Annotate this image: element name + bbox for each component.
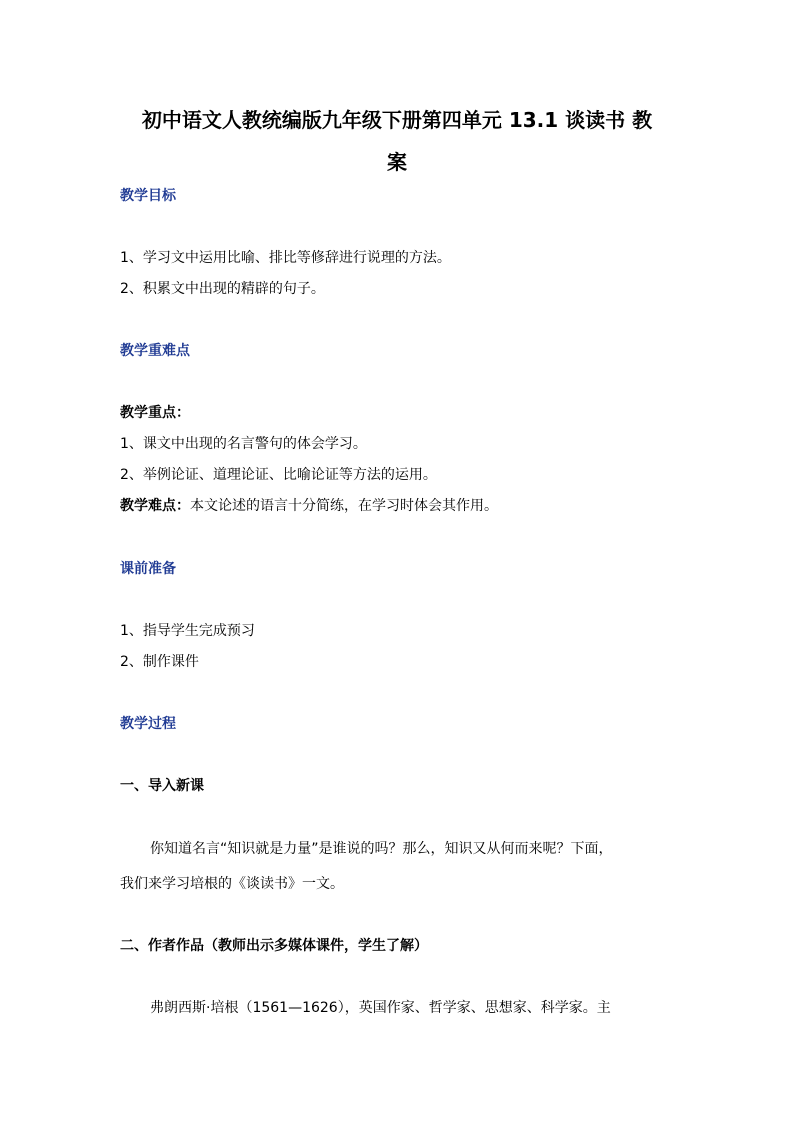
objective-item: 1、学习文中运用比喻、排比等修辞进行说理的方法。 [120, 250, 451, 266]
process-part2-paragraph-line1: 弗朗西斯·培根（1561—1626），英国作家、哲学家、思想家、科学家。主 [150, 1000, 611, 1016]
section-heading-key-points: 教学重难点 [120, 343, 190, 359]
preparation-item: 1、指导学生完成预习 [120, 623, 255, 639]
difficulty-label: 教学难点： [120, 498, 190, 514]
document-title-line-2: 案 [387, 150, 407, 174]
document-title-line-1: 初中语文人教统编版九年级下册第四单元 13.1 谈读书 教 [141, 108, 653, 132]
process-part2-heading: 二、作者作品（教师出示多媒体课件，学生了解） [120, 938, 428, 954]
preparation-item: 2、制作课件 [120, 654, 199, 670]
focus-item: 1、课文中出现的名言警句的体会学习。 [120, 436, 367, 452]
section-heading-preparation: 课前准备 [120, 561, 176, 577]
focus-label: 教学重点： [120, 405, 190, 421]
difficulty-text: 本文论述的语言十分简练，在学习时体会其作用。 [190, 498, 498, 514]
section-heading-objectives: 教学目标 [120, 188, 176, 204]
objective-item: 2、积累文中出现的精辟的句子。 [120, 281, 325, 297]
process-part1-paragraph-line2: 我们来学习培根的《谈读书》一文。 [120, 876, 344, 892]
process-part1-heading: 一、导入新课 [120, 778, 204, 794]
process-part1-paragraph-line1: 你知道名言“知识就是力量”是谁说的吗？那么，知识又从何而来呢？下面， [150, 841, 613, 857]
section-heading-process: 教学过程 [120, 716, 176, 732]
difficulty-line [120, 496, 680, 516]
focus-item: 2、举例论证、道理论证、比喻论证等方法的运用。 [120, 467, 437, 483]
